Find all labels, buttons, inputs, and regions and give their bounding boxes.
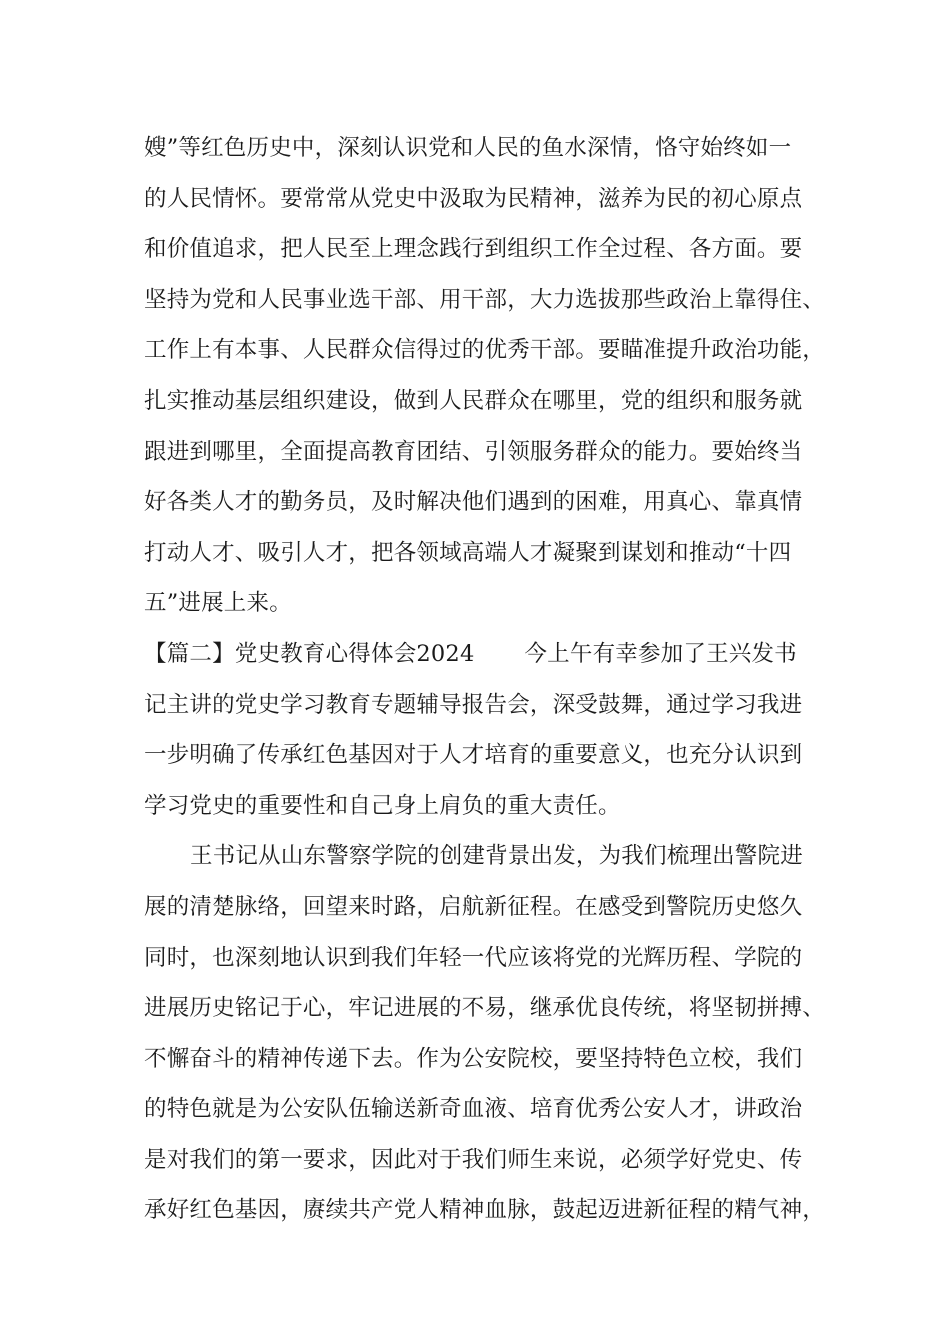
paragraph-1 [144,123,834,629]
paragraph-line: 进展历史铭记于心，牢记进展的不易，继承优良传统，将坚韧拼搏、 [144,995,826,1022]
paragraph-line: 王书记从山东警察学院的创建背景出发，为我们梳理出警院进 [190,843,803,870]
paragraph-line: 嫂”等红色历史中，深刻认识党和人民的鱼水深情，恪守始终如一 [144,135,792,161]
paragraph-line: 好各类人才的勤务员，及时解决他们遇到的困难，用真心、靠真情 [144,489,803,516]
paragraph-line: 扎实推动基层组织建设，做到人民群众在哪里，党的组织和服务就 [144,387,803,414]
paragraph-line: 坚持为党和人民事业选干部、用干部，大力选拔那些政治上靠得住、 [144,286,826,313]
paragraph-line: 五”进展上来。 [144,590,292,617]
paragraph-2-opening: 今上午有幸参加了王兴发书 [524,640,797,667]
paragraph-line: 一步明确了传承红色基因对于人才培育的重要意义，也充分认识到 [144,742,803,769]
paragraph-line: 承好红色基因，赓续共产党人精神血脉，鼓起迈进新征程的精气神， [144,1197,826,1224]
paragraph-line: 的特色就是为公安队伍输送新奇血液、培育优秀公安人才，讲政治 [144,1096,803,1123]
paragraph-line: 打动人才、吸引人才，把各领域高端人才凝聚到谋划和推动“十四 [144,539,792,566]
paragraph-line: 学习党史的重要性和自己身上肩负的重大责任。 [144,792,621,819]
paragraph-line: 记主讲的党史学习教育专题辅导报告会，深受鼓舞，通过学习我进 [144,691,803,718]
paragraph-line: 是对我们的第一要求，因此对于我们师生来说，必须学好党史、传 [144,1146,803,1173]
paragraph-3 [144,831,834,1236]
paragraph-line: 的人民情怀。要常常从党史中汲取为民精神，滋养为民的初心原点 [144,185,803,212]
paragraph-line: 和价值追求，把人民至上理念践行到组织工作全过程、各方面。要 [144,236,803,263]
paragraph-line: 不懈奋斗的精神传递下去。作为公安院校，要坚持特色立校，我们 [144,1045,803,1072]
paragraph-line: 同时，也深刻地认识到我们年轻一代应该将党的光辉历程、学院的 [144,944,803,971]
section-heading-line [144,629,834,680]
paragraph-line: 跟进到哪里，全面提高教育团结、引领服务群众的能力。要始终当 [144,438,803,465]
document-body [144,123,834,1236]
paragraph-line: 展的清楚脉络，回望来时路，启航新征程。在感受到警院历史悠久 [144,893,803,920]
paragraph-2 [144,629,834,831]
section-heading: 【篇二】党史教育心得体会2024 [144,640,475,667]
paragraph-line: 工作上有本事、人民群众信得过的优秀干部。要瞄准提升政治功能， [144,337,826,364]
